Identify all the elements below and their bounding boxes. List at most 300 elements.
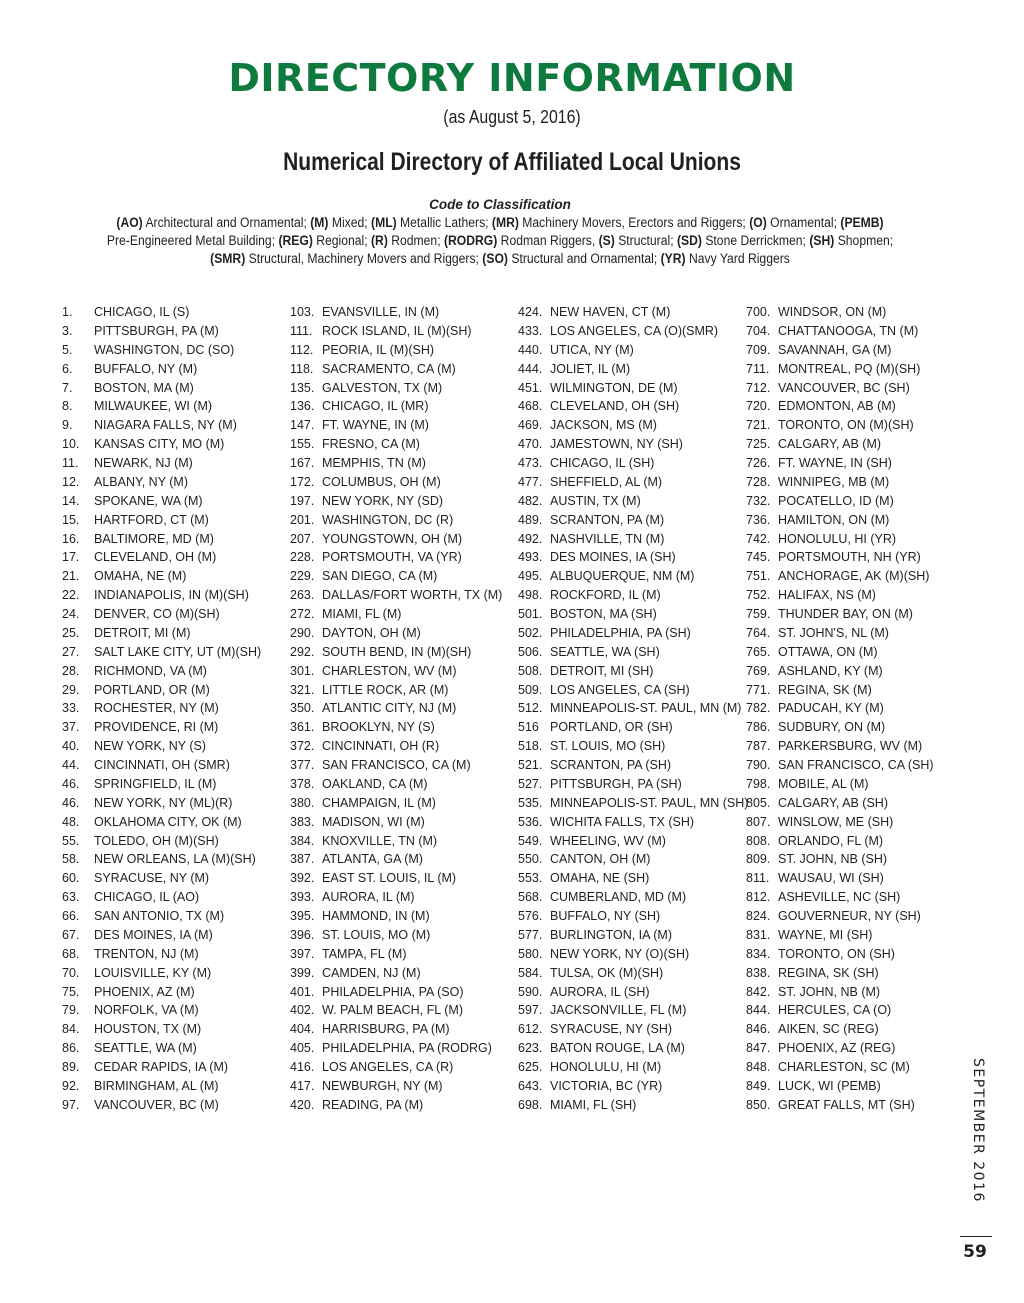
- local-location: SALT LAKE CITY, UT (M)(SH): [94, 644, 262, 659]
- local-number: 420.: [290, 1097, 315, 1112]
- local-number: 512.: [518, 701, 543, 716]
- local-location: CHATTANOOGA, TN (M): [778, 323, 919, 338]
- local-number: 63.: [62, 890, 80, 905]
- local-location: ROCK ISLAND, IL (M)(SH): [322, 323, 472, 338]
- local-location: SEATTLE, WA (SH): [550, 644, 660, 659]
- local-number: 396.: [290, 927, 315, 942]
- local-location: PITTSBURGH, PA (SH): [550, 776, 682, 791]
- local-number: 321.: [290, 682, 315, 697]
- local-location: CINCINNATI, OH (SMR): [94, 758, 230, 772]
- local-location: JACKSON, MS (M): [550, 418, 657, 433]
- local-location: CHICAGO, IL (SH): [550, 456, 655, 470]
- local-location: PHILADELPHIA, PA (RODRG): [322, 1041, 492, 1056]
- local-number: 473.: [518, 456, 543, 470]
- code-abbrev: (R): [371, 233, 388, 248]
- local-number: 584.: [518, 965, 543, 980]
- local-number: 118.: [290, 361, 314, 376]
- local-number: 501.: [518, 607, 543, 621]
- code-abbrev: (AO): [116, 215, 143, 230]
- local-union-entry: [746, 718, 956, 737]
- local-location: FRESNO, CA (M): [322, 437, 420, 452]
- local-union-entry: [746, 832, 956, 851]
- local-union-entry: [518, 303, 743, 322]
- local-union-entry: [746, 511, 956, 530]
- local-number: 84.: [62, 1022, 80, 1037]
- local-location: WILMINGTON, DE (M): [550, 380, 678, 395]
- local-union-entry: [518, 813, 743, 832]
- local-union-entry: [290, 416, 505, 435]
- local-number: 384.: [290, 833, 315, 848]
- local-number: 372.: [290, 739, 315, 754]
- local-union-entry: [518, 341, 743, 360]
- local-number: 849.: [746, 1078, 771, 1093]
- local-union-entry: [290, 379, 505, 398]
- local-location: EDMONTON, AB (M): [778, 399, 896, 414]
- local-union-entry: [290, 454, 505, 473]
- local-location: WINDSOR, ON (M): [778, 305, 887, 319]
- local-location: LOUISVILLE, KY (M): [94, 965, 212, 980]
- local-union-entry: [518, 548, 743, 567]
- local-location: FT. WAYNE, IN (SH): [778, 456, 892, 470]
- local-union-entry: [62, 435, 277, 454]
- local-union-entry: [290, 1001, 505, 1020]
- local-union-entry: [62, 567, 277, 586]
- local-location: ROCHESTER, NY (M): [94, 701, 219, 716]
- local-number: 11.: [62, 456, 79, 470]
- local-union-entry: [62, 586, 277, 605]
- local-number: 808.: [746, 833, 771, 848]
- local-location: CALGARY, AB (SH): [778, 795, 888, 810]
- local-location: BURLINGTON, IA (M): [550, 927, 673, 942]
- local-union-entry: [518, 643, 743, 662]
- local-location: BOSTON, MA (SH): [550, 607, 657, 621]
- local-union-entry: [518, 379, 743, 398]
- local-union-entry: [62, 511, 277, 530]
- local-number: 27.: [62, 644, 80, 659]
- local-union-entry: [518, 511, 743, 530]
- local-number: 207.: [290, 531, 315, 546]
- local-number: 350.: [290, 701, 315, 716]
- local-union-entry: [518, 794, 749, 813]
- local-number: 383.: [290, 814, 315, 829]
- local-union-entry: [62, 643, 277, 662]
- local-location: SAVANNAH, GA (M): [778, 342, 892, 357]
- local-location: AURORA, IL (M): [322, 890, 415, 905]
- local-number: 136.: [290, 399, 315, 414]
- code-abbrev: (PEMB): [840, 215, 884, 230]
- local-location: CHICAGO, IL (S): [94, 305, 190, 319]
- local-number: 736.: [746, 512, 771, 527]
- local-location: SYRACUSE, NY (M): [94, 871, 210, 886]
- local-number: 726.: [746, 456, 771, 470]
- local-number: 759.: [746, 607, 771, 621]
- local-number: 824.: [746, 909, 771, 923]
- local-number: 550.: [518, 852, 543, 867]
- code-description: Pre-Engineered Metal Building;: [106, 233, 276, 248]
- local-number: 831.: [746, 927, 771, 942]
- local-union-entry: [518, 1058, 743, 1077]
- local-location: BUFFALO, NY (SH): [550, 909, 661, 923]
- local-union-entry: [746, 303, 956, 322]
- local-union-entry: [746, 1096, 956, 1115]
- local-number: 711.: [746, 361, 770, 376]
- local-union-entry: [518, 530, 743, 549]
- local-union-entry: [290, 548, 505, 567]
- local-number: 805.: [746, 795, 771, 810]
- local-union-entry: [62, 605, 277, 624]
- local-union-entry: [518, 737, 743, 756]
- local-union-entry: [518, 624, 743, 643]
- local-location: WICHITA FALLS, TX (SH): [550, 814, 695, 829]
- local-number: 10.: [62, 437, 80, 452]
- local-location: OMAHA, NE (M): [94, 569, 187, 584]
- local-union-entry: [746, 530, 956, 549]
- local-union-entry: [518, 1020, 743, 1039]
- local-number: 401.: [290, 984, 315, 999]
- local-union-entry: [62, 832, 277, 851]
- local-union-entry: [62, 813, 277, 832]
- local-union-entry: [518, 397, 743, 416]
- code-description: Structural and Ornamental;: [511, 251, 658, 266]
- local-union-entry: [290, 850, 505, 869]
- local-location: OMAHA, NE (SH): [550, 871, 650, 886]
- local-number: 67.: [62, 927, 80, 942]
- local-number: 838.: [746, 965, 771, 980]
- local-union-entry: [518, 492, 743, 511]
- local-number: 25.: [62, 625, 80, 640]
- local-location: ASHLAND, KY (M): [778, 663, 883, 678]
- local-union-entry: [290, 775, 505, 794]
- local-union-entry: [62, 379, 277, 398]
- local-location: HARRISBURG, PA (M): [322, 1022, 450, 1037]
- local-number: 769.: [746, 663, 771, 678]
- local-number: 508.: [518, 663, 543, 678]
- local-number: 404.: [290, 1022, 315, 1037]
- local-union-entry: [518, 756, 743, 775]
- local-union-entry: [746, 643, 956, 662]
- local-number: 12.: [62, 474, 80, 489]
- local-number: 97.: [62, 1097, 80, 1112]
- local-union-entry: [746, 473, 956, 492]
- local-union-entry: [746, 964, 956, 983]
- local-location: GOUVERNEUR, NY (SH): [778, 909, 921, 923]
- local-union-entry: [62, 1096, 277, 1115]
- local-location: HARTFORD, CT (M): [94, 512, 209, 527]
- local-location: BALTIMORE, MD (M): [94, 531, 214, 546]
- local-location: WAUSAU, WI (SH): [778, 871, 884, 886]
- local-number: 86.: [62, 1041, 80, 1056]
- code-abbrev: (SD): [676, 233, 702, 248]
- local-location: PITTSBURGH, PA (M): [94, 323, 219, 338]
- local-number: 451.: [518, 380, 543, 395]
- local-union-entry: [62, 473, 277, 492]
- local-union-entry: [62, 718, 277, 737]
- local-number: 393.: [290, 890, 315, 905]
- local-number: 482.: [518, 493, 543, 508]
- local-union-entry: [290, 435, 505, 454]
- local-number: 103.: [290, 305, 315, 319]
- local-location: NASHVILLE, TN (M): [550, 531, 665, 546]
- local-number: 742.: [746, 531, 771, 546]
- local-union-entry: [518, 907, 743, 926]
- code-description: Structural;: [618, 233, 674, 248]
- local-union-entry: [518, 1096, 743, 1115]
- local-number: 399.: [290, 965, 315, 980]
- local-union-entry: [62, 360, 277, 379]
- local-union-entry: [290, 303, 505, 322]
- local-location: YOUNGSTOWN, OH (M): [322, 531, 463, 546]
- local-location: CINCINNATI, OH (R): [322, 739, 440, 754]
- local-union-entry: [62, 454, 277, 473]
- local-number: 498.: [518, 588, 543, 603]
- local-number: 68.: [62, 946, 80, 961]
- local-union-entry: [290, 964, 505, 983]
- local-union-entry: [518, 1039, 743, 1058]
- local-location: TULSA, OK (M)(SH): [550, 965, 664, 980]
- local-union-entry: [290, 699, 505, 718]
- local-number: 807.: [746, 814, 771, 829]
- local-union-entry: [518, 888, 743, 907]
- local-location: SEATTLE, WA (M): [94, 1041, 197, 1056]
- local-number: 725.: [746, 437, 771, 452]
- local-number: 228.: [290, 550, 315, 565]
- local-union-entry: [290, 530, 505, 549]
- local-location: CEDAR RAPIDS, IA (M): [94, 1060, 229, 1074]
- local-location: CHAMPAIGN, IL (M): [322, 795, 436, 810]
- local-number: 811.: [746, 871, 770, 886]
- local-number: 440.: [518, 342, 543, 357]
- local-number: 5.: [62, 342, 73, 357]
- local-location: ORLANDO, FL (M): [778, 833, 884, 848]
- local-union-entry: [62, 794, 277, 813]
- directory-column-3: [518, 303, 749, 1115]
- local-location: JAMESTOWN, NY (SH): [550, 437, 683, 452]
- local-number: 848.: [746, 1060, 771, 1074]
- local-union-entry: [62, 926, 277, 945]
- local-number: 37.: [62, 720, 80, 735]
- local-location: SUDBURY, ON (M): [778, 720, 886, 735]
- local-union-entry: [62, 850, 277, 869]
- local-number: 70.: [62, 965, 80, 980]
- local-number: 798.: [746, 776, 771, 791]
- code-abbrev: (S): [598, 233, 615, 248]
- local-union-entry: [746, 567, 956, 586]
- local-union-entry: [62, 964, 277, 983]
- local-number: 135.: [290, 380, 315, 395]
- local-number: 470.: [518, 437, 543, 452]
- local-union-entry: [518, 662, 743, 681]
- local-union-entry: [62, 775, 277, 794]
- local-location: WAYNE, MI (SH): [778, 927, 873, 942]
- local-number: 40.: [62, 739, 80, 754]
- local-number: 623.: [518, 1041, 543, 1056]
- local-location: CUMBERLAND, MD (M): [550, 890, 687, 905]
- local-number: 292.: [290, 644, 315, 659]
- local-location: PHOENIX, AZ (REG): [778, 1041, 896, 1056]
- local-union-entry: [62, 341, 277, 360]
- local-union-entry: [290, 907, 505, 926]
- local-union-entry: [290, 1077, 505, 1096]
- local-location: CALGARY, AB (M): [778, 437, 882, 452]
- local-number: 477.: [518, 474, 543, 489]
- code-abbrev: (ML): [371, 215, 397, 230]
- local-location: LITTLE ROCK, AR (M): [322, 682, 449, 697]
- local-location: PHOENIX, AZ (M): [94, 984, 195, 999]
- local-union-entry: [746, 435, 956, 454]
- code-abbrev: (O): [749, 215, 767, 230]
- local-union-entry: [746, 907, 956, 926]
- local-union-entry: [746, 624, 956, 643]
- local-location: REGINA, SK (SH): [778, 965, 879, 980]
- local-union-entry: [290, 1096, 505, 1115]
- local-union-entry: [62, 416, 277, 435]
- local-union-entry: [290, 718, 505, 737]
- local-union-entry: [62, 983, 277, 1002]
- local-number: 7.: [62, 380, 73, 395]
- local-location: OAKLAND, CA (M): [322, 776, 428, 791]
- local-union-entry: [746, 360, 956, 379]
- local-location: READING, PA (M): [322, 1097, 424, 1112]
- local-union-entry: [746, 322, 956, 341]
- local-number: 576.: [518, 909, 543, 923]
- local-number: 549.: [518, 833, 543, 848]
- local-union-entry: [746, 681, 956, 700]
- local-location: PHILADELPHIA, PA (SH): [550, 625, 691, 640]
- local-number: 55.: [62, 833, 80, 848]
- local-location: PORTLAND, OR (SH): [550, 720, 673, 735]
- local-location: PADUCAH, KY (M): [778, 701, 884, 716]
- local-number: 380.: [290, 795, 315, 810]
- local-location: DALLAS/FORT WORTH, TX (M): [322, 588, 503, 603]
- local-location: INDIANAPOLIS, IN (M)(SH): [94, 588, 249, 603]
- local-location: MINNEAPOLIS-ST. PAUL, MN (SH): [550, 795, 749, 810]
- local-location: PHILADELPHIA, PA (SO): [322, 984, 464, 999]
- page-number: 59: [963, 1242, 987, 1262]
- code-abbrev: (SMR): [210, 251, 246, 266]
- issue-date-side-label: SEPTEMBER 2016: [970, 1058, 986, 1203]
- code-abbrev: (SH): [809, 233, 835, 248]
- local-location: NEW YORK, NY (ML)(R): [94, 795, 233, 810]
- local-location: SAN DIEGO, CA (M): [322, 569, 438, 584]
- local-number: 392.: [290, 871, 315, 886]
- local-union-entry: [290, 586, 505, 605]
- local-number: 787.: [746, 739, 771, 754]
- local-location: NEW HAVEN, CT (M): [550, 305, 671, 319]
- local-union-entry: [62, 756, 277, 775]
- code-description: Navy Yard Riggers: [688, 251, 790, 266]
- local-union-entry: [62, 1077, 277, 1096]
- local-location: PARKERSBURG, WV (M): [778, 739, 923, 754]
- local-location: CHICAGO, IL (MR): [322, 399, 429, 414]
- local-union-entry: [290, 643, 505, 662]
- local-number: 700.: [746, 305, 771, 319]
- local-number: 89.: [62, 1060, 80, 1074]
- local-location: CHARLESTON, WV (M): [322, 663, 457, 678]
- local-union-entry: [62, 624, 277, 643]
- local-location: SAN FRANCISCO, CA (M): [322, 758, 471, 772]
- local-union-entry: [518, 360, 743, 379]
- local-union-entry: [62, 303, 277, 322]
- local-number: 516: [518, 720, 539, 735]
- local-number: 751.: [746, 569, 771, 584]
- local-number: 847.: [746, 1041, 771, 1056]
- local-location: COLUMBUS, OH (M): [322, 474, 441, 489]
- local-location: DES MOINES, IA (SH): [550, 550, 676, 565]
- local-union-entry: [746, 775, 956, 794]
- local-location: VICTORIA, BC (YR): [550, 1078, 663, 1093]
- code-abbrev: (YR): [660, 251, 686, 266]
- local-number: 405.: [290, 1041, 315, 1056]
- local-union-entry: [746, 341, 956, 360]
- local-union-entry: [518, 454, 743, 473]
- local-union-entry: [62, 699, 277, 718]
- local-union-entry: [62, 681, 277, 700]
- local-union-entry: [518, 775, 743, 794]
- local-number: 75.: [62, 984, 80, 999]
- local-location: NEW ORLEANS, LA (M)(SH): [94, 852, 256, 867]
- local-union-entry: [62, 662, 277, 681]
- local-union-entry: [290, 832, 505, 851]
- local-union-entry: [290, 794, 505, 813]
- local-number: 29.: [62, 682, 80, 697]
- local-number: 378.: [290, 776, 315, 791]
- local-union-entry: [518, 435, 743, 454]
- local-number: 33.: [62, 701, 80, 716]
- code-description: Structural, Machinery Movers and Riggers;: [248, 251, 479, 266]
- local-location: DETROIT, MI (M): [94, 625, 191, 640]
- local-location: AUSTIN, TX (M): [550, 493, 641, 508]
- local-number: 643.: [518, 1078, 543, 1093]
- section-heading: Numerical Directory of Affiliated Local Unions: [283, 148, 741, 176]
- local-number: 272.: [290, 607, 315, 621]
- local-location: PORTSMOUTH, VA (YR): [322, 550, 462, 565]
- local-location: ST. LOUIS, MO (M): [322, 927, 431, 942]
- code-description: Shopmen;: [837, 233, 894, 248]
- local-union-entry: [746, 794, 956, 813]
- local-location: LOS ANGELES, CA (SH): [550, 682, 690, 697]
- code-description: Architectural and Ornamental;: [145, 215, 307, 230]
- local-number: 111.: [290, 323, 313, 338]
- local-location: RICHMOND, VA (M): [94, 663, 207, 678]
- local-number: 580.: [518, 946, 543, 961]
- code-text: [104, 214, 896, 268]
- local-union-entry: [746, 926, 956, 945]
- local-location: NEWARK, NJ (M): [94, 456, 193, 470]
- local-location: MEMPHIS, TN (M): [322, 456, 426, 470]
- local-location: PORTLAND, OR (M): [94, 682, 210, 697]
- code-abbrev: (RODRG): [443, 233, 498, 248]
- local-number: 79.: [62, 1003, 80, 1018]
- local-number: 509.: [518, 682, 543, 697]
- local-number: 387.: [290, 852, 315, 867]
- local-number: 721.: [746, 418, 771, 433]
- local-location: VANCOUVER, BC (M): [94, 1097, 219, 1112]
- local-location: HAMMOND, IN (M): [322, 909, 430, 923]
- local-number: 197.: [290, 493, 315, 508]
- local-union-entry: [746, 1077, 956, 1096]
- local-union-entry: [290, 945, 505, 964]
- code-description: Mixed;: [331, 215, 368, 230]
- local-number: 395.: [290, 909, 315, 923]
- local-number: 201.: [290, 512, 315, 527]
- local-number: 489.: [518, 512, 543, 527]
- local-location: AIKEN, SC (REG): [778, 1022, 879, 1037]
- local-location: SPOKANE, WA (M): [94, 493, 203, 508]
- local-location: AURORA, IL (SH): [550, 984, 650, 999]
- local-union-entry: [62, 322, 277, 341]
- directory-column-1: [62, 303, 277, 1115]
- code-abbrev: (REG): [278, 233, 313, 248]
